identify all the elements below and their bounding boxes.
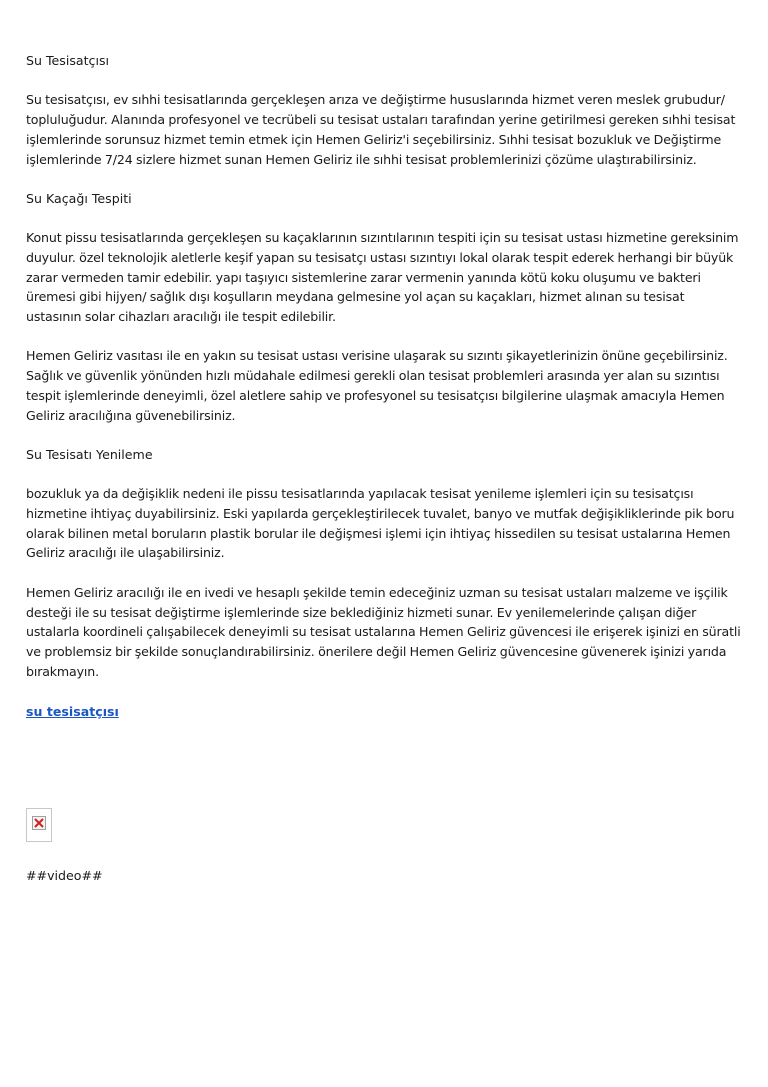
intro-paragraph: Su tesisatçısı, ev sıhhi tesisatlarında gerçekleşen arıza ve değiştirme hususlarında hizmet veren meslek grubudur/ topluluğudur. Alanında profesyonel ve tecrübeli su tesisat ustaları tarafından yerine getirilmesi gereken sıhhi tesisat işlemlerinde sorunsuz hizmet temin etmek için Hemen Geliriz'i seçebilirsiniz. Sıhhi tesisat bozukluk ve Değiştirme işlemlerinde 7/24 sizlere hizmet sunan Hemen Geliriz ile sıhhi tesisat problemlerinizi çözüme ulaştırabilirsiniz. [26, 92, 736, 167]
leak-detection-paragraph-2: Hemen Geliriz vasıtası ile en yakın su tesisat ustası verisine ulaşarak su sızıntı şikayetlerinizin önüne geçebilirsiniz. Sağlık ve güvenlik yönünden hızlı müdahale edilmesi gerekli olan tesisat problemleri arasında yer alan su sızıntısı tespit işlemlerinde deneyimli, özel aletlere sahip ve profesyonel su tesisatçısı bilgilerine ulaşmak amacıyla Hemen Geliriz aracılığına güvenebilirsiniz. [26, 348, 728, 423]
leak-detection-paragraph-1: Konut pissu tesisatlarında gerçekleşen su kaçaklarının sızıntılarının tespiti için su tesisat ustası hizmetine gereksinim duyulur. özel teknolojik aletlerle keşif yapan su tesisatçı ustası sızıntıyı lokal olarak tespit ederek herhangi bir büyük zarar vermeden tamir edebilir. yapı taşıyıcı sistemlerine zarar vermenin yanında kötü koku oluşumu ve bakteri üremesi gibi hijyen/ sağlık dışı koşulların meydana gelmesine yol açan su kaçakları, hizmet alınan su tesisat ustasının solar cihazları aracılığı ile tespit edilebilir. [26, 230, 739, 325]
section-heading-leak-detection: Su Kaçağı Tespiti [26, 190, 132, 206]
plumber-link[interactable]: su tesisatçısı [26, 704, 119, 720]
broken-image [26, 808, 52, 842]
renovation-paragraph-1: bozukluk ya da değişiklik nedeni ile pissu tesisatlarında yapılacak tesisat yenileme işlemleri için su tesisatçısı hizmetine ihtiyaç duyabilirsiniz. Eski yapılarda gerçekleştirilecek tuvalet, banyo ve mutfak değişikliklerinde pik boru olarak bilinen metal boruların plastik borular ile değişmesi işlemi için ihtiyaç hissedilen su tesisat ustalarına Hemen Geliriz aracılığı ile ulaşabilirsiniz. [26, 486, 735, 561]
video-placeholder: ##video## [26, 868, 103, 883]
document-body [26, 51, 742, 722]
broken-image-icon [32, 816, 46, 830]
renovation-paragraph-2: Hemen Geliriz aracılığı ile en ivedi ve hesaplı şekilde temin edeceğiniz uzman su tesisat ustaları malzeme ve işçilik desteği ile su tesisat değiştirme işlemlerinde size beklediğiniz hizmeti sunar. Ev yenilemelerinde çalışan diğer ustalarla koordineli çalışabilecek deneyimli su tesisat ustalarına Hemen Geliriz güvencesi ile erişerek işinizi en süratli ve problemsiz bir şekilde sonuçlandırabilirsiniz. önerilere değil Hemen Geliriz güvencesine güvenerek işinizi yarıda bırakmayın. [26, 584, 741, 679]
section-heading-renovation: Su Tesisatı Yenileme [26, 446, 153, 462]
page-title: Su Tesisatçısı [26, 53, 110, 68]
